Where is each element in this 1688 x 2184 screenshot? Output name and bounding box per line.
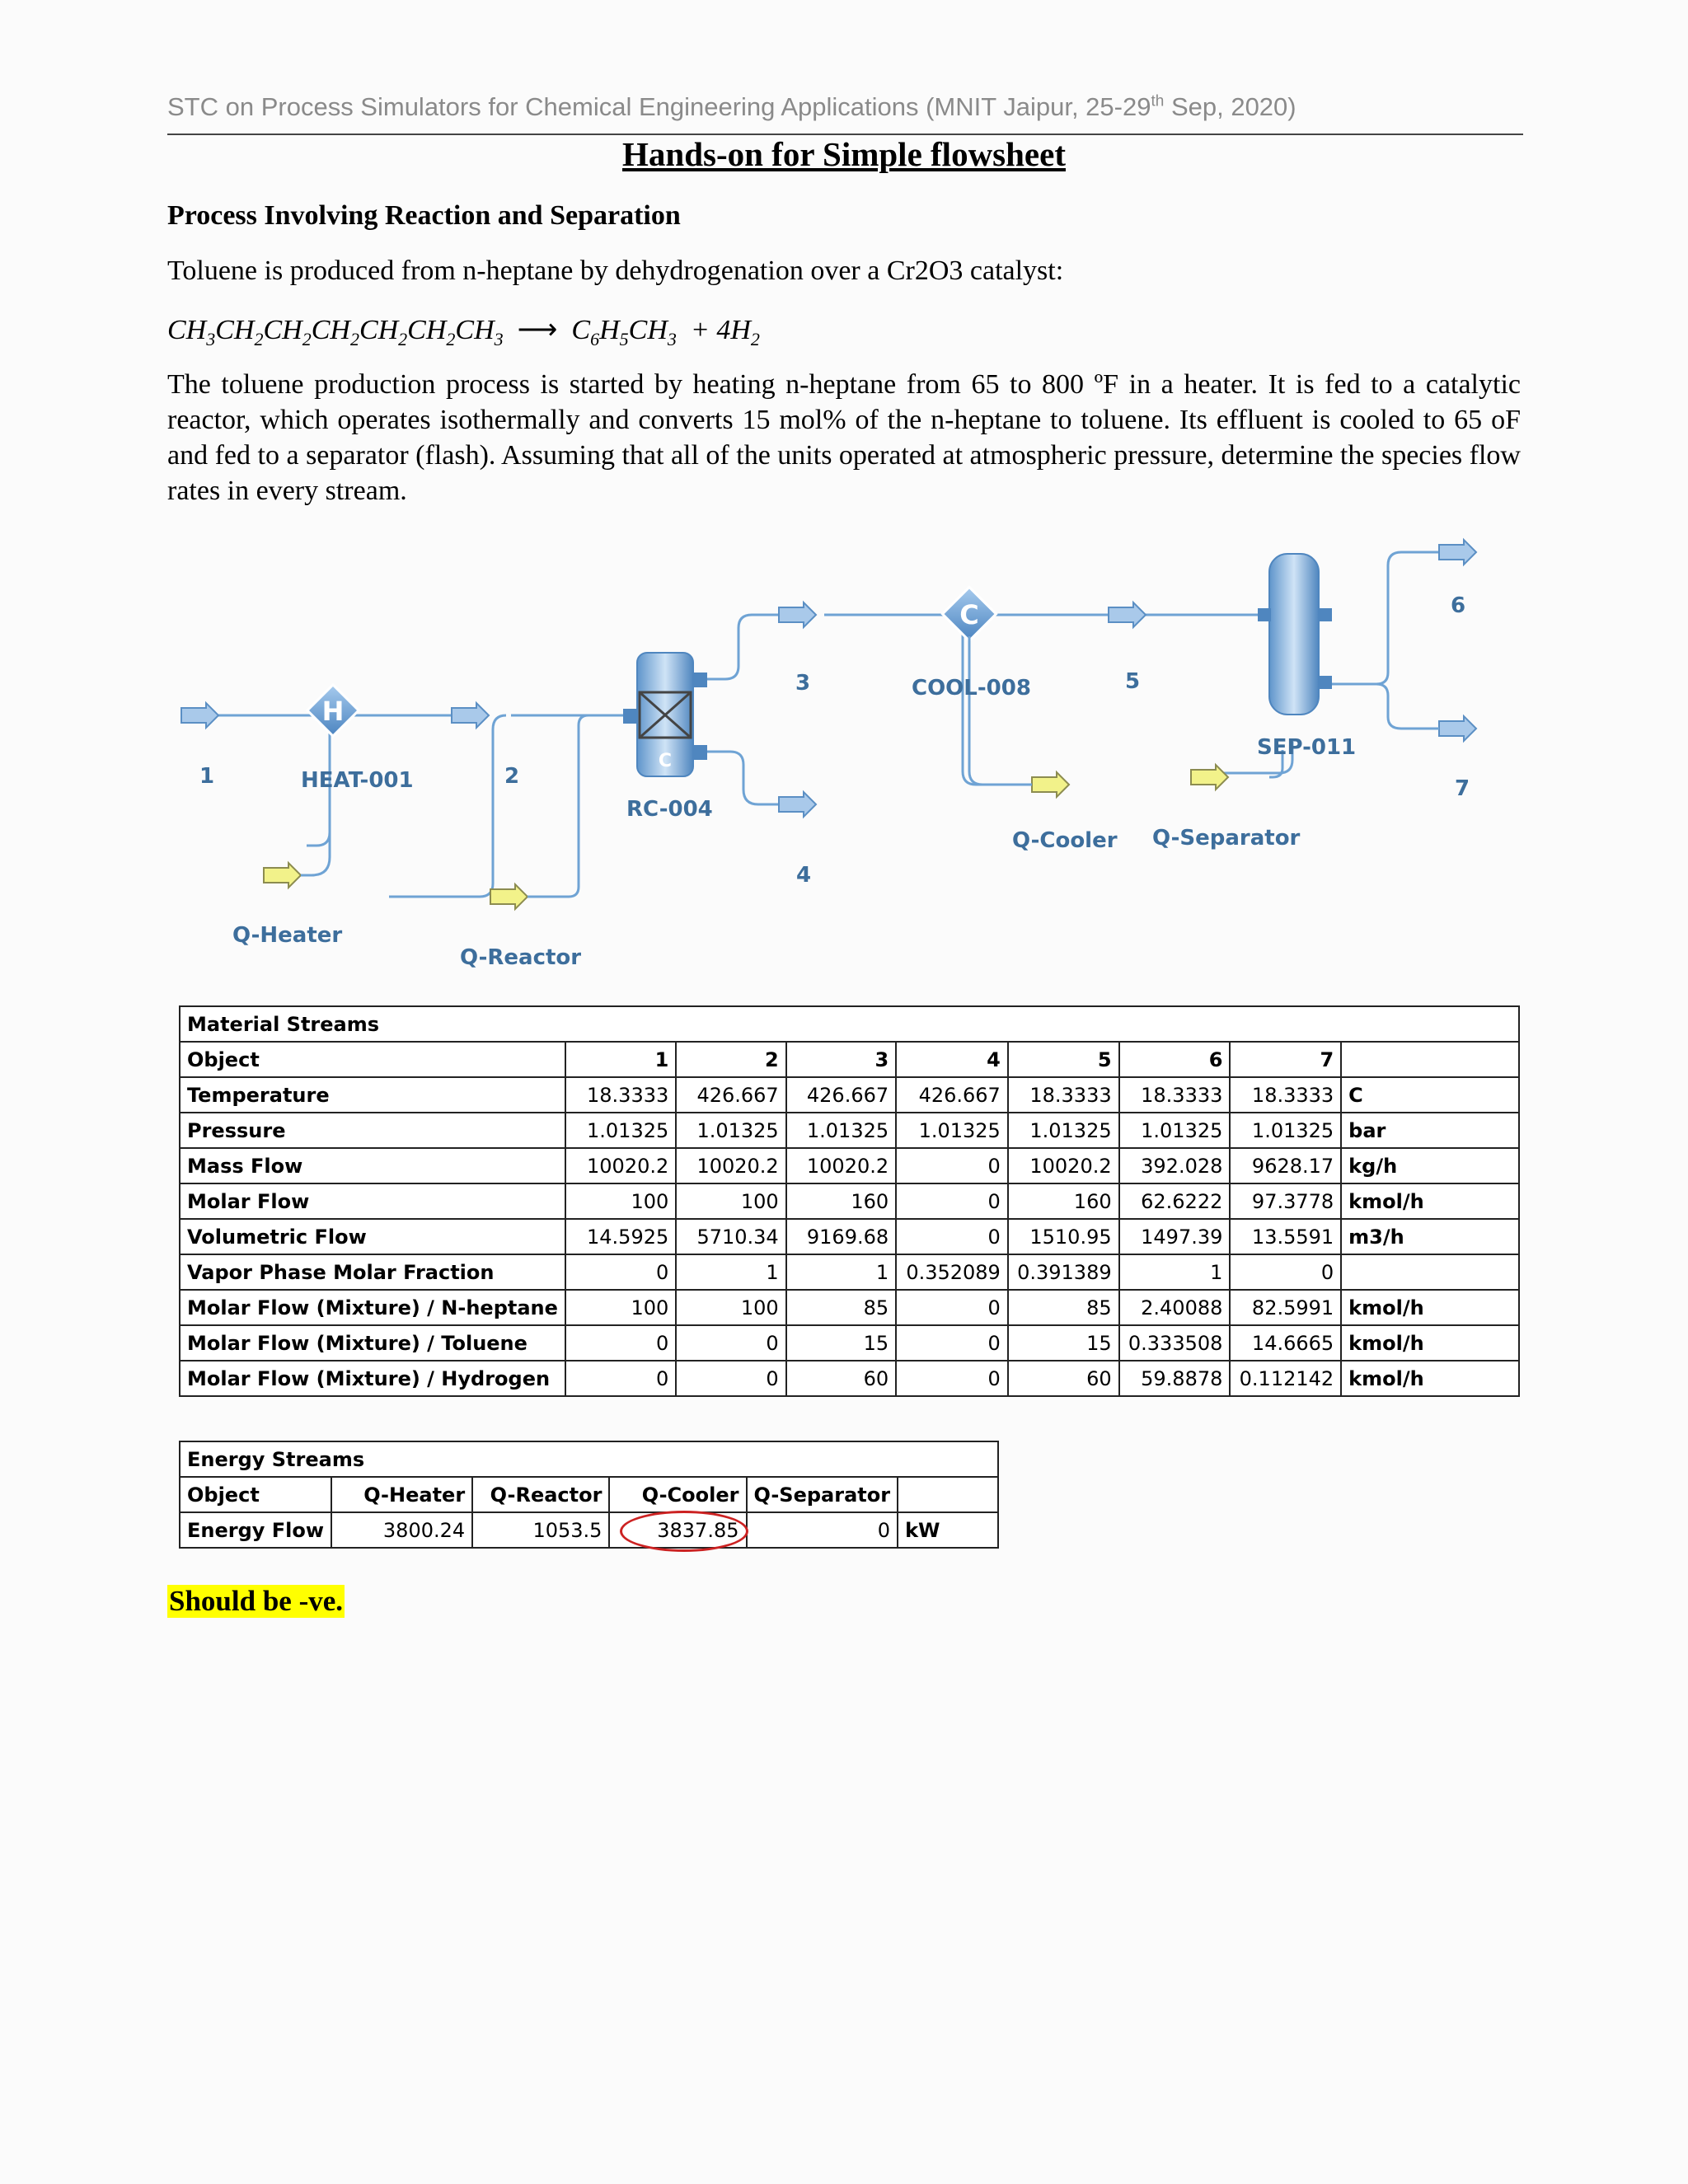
table-cell: 10020.2 [1008, 1148, 1119, 1183]
table-cell: 85 [786, 1290, 896, 1325]
unit-cell: kmol/h [1341, 1290, 1519, 1325]
column-header: 6 [1119, 1042, 1231, 1077]
highlight-circle [620, 1511, 748, 1552]
column-header: Q-Separator [747, 1477, 898, 1512]
row-label: Volumetric Flow [180, 1219, 565, 1254]
table-cell: 18.3333 [1008, 1077, 1119, 1113]
heater-label: HEAT-001 [301, 768, 414, 793]
row-label: Molar Flow (Mixture) / Toluene [180, 1325, 565, 1361]
table-cell: 0 [676, 1325, 785, 1361]
table-cell: 0 [896, 1361, 1008, 1396]
table-cell: 1.01325 [1119, 1113, 1231, 1148]
table-header-row: Object 1 2 3 4 5 6 7 [180, 1042, 1519, 1077]
table-row [180, 1113, 1519, 1148]
table-cell: 1 [676, 1254, 785, 1290]
problem-statement: The toluene production process is started by heating n-heptane from 65 to 800 ºF in a heater. It is fed to a catalytic reactor, which operates isothermally and converts 15 mol% of the n-heptane to toluene. Its effluent is cooled to 65 oF and fed to a separator (flash). Assuming that all of the units operated at atmospheric pressure, determine the species flow rates in every stream. [167, 369, 1521, 506]
intro-text: Toluene is produced from n-heptane by dehydrogenation over a Cr2O3 catalyst: [167, 255, 1064, 286]
stream-2-arrow [452, 703, 489, 728]
row-label: Molar Flow [180, 1183, 565, 1219]
header-text: STC on Process Simulators for Chemical Engineering Applications (MNIT Jaipur, 25-29 [167, 92, 1151, 121]
page-title: Hands-on for Simple flowsheet [622, 135, 1066, 173]
reactor-label: RC-004 [626, 797, 713, 822]
unit-cell: C [1341, 1077, 1519, 1113]
table-cell: 0 [565, 1325, 676, 1361]
table-cell: 0 [565, 1361, 676, 1396]
table-row [180, 1148, 1519, 1183]
table-cell: 9628.17 [1230, 1148, 1341, 1183]
table-cell: 1 [1119, 1254, 1231, 1290]
table-cell: 97.3778 [1230, 1183, 1341, 1219]
table-cell: 1 [786, 1254, 896, 1290]
table-cell: 0 [1230, 1254, 1341, 1290]
table-row [180, 1183, 1519, 1219]
table-cell: 392.028 [1119, 1148, 1231, 1183]
table-cell: 1.01325 [1230, 1113, 1341, 1148]
stream-label-3: 3 [795, 671, 811, 696]
table-row [180, 1077, 1519, 1113]
table-cell: 100 [676, 1290, 785, 1325]
table-cell: 100 [565, 1183, 676, 1219]
stream-label-1: 1 [199, 764, 215, 789]
table-cell: 18.3333 [1119, 1077, 1231, 1113]
table-cell: 5710.34 [676, 1219, 785, 1254]
separator-label: SEP-011 [1257, 735, 1357, 760]
table-cell: 60 [786, 1361, 896, 1396]
table-cell: 62.6222 [1119, 1183, 1231, 1219]
table-cell: 18.3333 [565, 1077, 676, 1113]
row-label: Molar Flow (Mixture) / N-heptane [180, 1290, 565, 1325]
table-cell: 1510.95 [1008, 1219, 1119, 1254]
table-cell: 0 [565, 1254, 676, 1290]
table-cell: 160 [786, 1183, 896, 1219]
stream-label-2: 2 [504, 764, 520, 789]
q-cooler-label: Q-Cooler [1012, 828, 1118, 853]
flowsheet-diagram [165, 527, 1533, 981]
q-reactor-label: Q-Reactor [460, 945, 582, 970]
table-cell: 0.391389 [1008, 1254, 1119, 1290]
table-cell: 100 [676, 1183, 785, 1219]
stream-4-cooler-line [969, 636, 1032, 785]
table-cell: 1.01325 [676, 1113, 785, 1148]
table-row [180, 1254, 1519, 1290]
table-cell: 10020.2 [786, 1148, 896, 1183]
q-reactor-arrow [490, 884, 528, 909]
table-cell: 0 [896, 1148, 1008, 1183]
annotation-note: Should be -ve. [169, 1585, 344, 1617]
table-cell: 0 [896, 1325, 1008, 1361]
separator-unit[interactable] [1258, 554, 1332, 715]
table-cell: 0 [896, 1290, 1008, 1325]
table-cell: 60 [1008, 1361, 1119, 1396]
heater-letter: H [321, 696, 345, 727]
material-streams-table [179, 1005, 1520, 1397]
table-cell: 14.6665 [1230, 1325, 1341, 1361]
header-sup: th [1151, 92, 1165, 110]
stream-4-arrow [779, 792, 816, 817]
page-header [167, 92, 1522, 134]
column-header: 2 [676, 1042, 785, 1077]
cooler-unit[interactable] [942, 587, 996, 640]
q-heater-arrow [264, 863, 301, 888]
table-row [180, 1290, 1519, 1325]
stream-6-arrow [1439, 540, 1476, 565]
table-cell: 1.01325 [786, 1113, 896, 1148]
table-cell: 2.40088 [1119, 1290, 1231, 1325]
energy-flow-row: Energy Flow 3800.24 1053.5 3837.85 0 kW [180, 1512, 998, 1548]
stream-5-arrow [1109, 602, 1146, 627]
q-cooler-value: 3837.85 [609, 1512, 746, 1548]
material-table-title: Material Streams [180, 1006, 1519, 1042]
cooler-label: COOL-008 [912, 676, 1031, 701]
table-cell: 0 [896, 1219, 1008, 1254]
heater-unit[interactable] [307, 685, 359, 736]
stream-1-arrow [181, 703, 218, 728]
table-cell: 160 [1008, 1183, 1119, 1219]
row-label: Temperature [180, 1077, 565, 1113]
table-cell: 0.112142 [1230, 1361, 1341, 1396]
section-heading: Process Involving Reaction and Separation [167, 200, 681, 231]
unit-cell: kmol/h [1341, 1361, 1519, 1396]
unit-cell: kmol/h [1341, 1325, 1519, 1361]
table-cell: 10020.2 [565, 1148, 676, 1183]
table-cell: 1.01325 [1008, 1113, 1119, 1148]
row-label: Mass Flow [180, 1148, 565, 1183]
table-cell: 15 [786, 1325, 896, 1361]
reactor-letter: C [658, 751, 673, 771]
energy-streams-table: Energy Streams Object Q-Heater Q-Reactor Q-Cooler Q-Separator Energy Flow 3800.24 1053.5 3837.85 0 kW [179, 1441, 999, 1549]
reaction-equation: $CH_3CH_2CH_2CH_2CH_2CH_2CH_3$ ⟶ $C_6H_5CH_3 + 4H_2$ [167, 315, 760, 349]
q-heater-line [301, 733, 330, 875]
stream-7-arrow [1439, 716, 1476, 741]
q-separator-label: Q-Separator [1152, 826, 1301, 851]
energy-table-title: Energy Streams [180, 1441, 998, 1477]
table-cell: 426.667 [896, 1077, 1008, 1113]
column-header: Q-Heater [331, 1477, 472, 1512]
table-cell: 15 [1008, 1325, 1119, 1361]
table-cell: 59.8878 [1119, 1361, 1231, 1396]
table-cell: 0 [896, 1183, 1008, 1219]
row-label: Pressure [180, 1113, 565, 1148]
table-cell: 9169.68 [786, 1219, 896, 1254]
q-heater-label: Q-Heater [232, 923, 343, 948]
column-header: 3 [786, 1042, 896, 1077]
stream-label-7: 7 [1455, 776, 1470, 801]
table-cell: 18.3333 [1230, 1077, 1341, 1113]
stream-label-4: 4 [796, 863, 812, 888]
table-cell: 100 [565, 1290, 676, 1325]
header-text-end: Sep, 2020) [1164, 92, 1296, 121]
cooler-letter: C [959, 599, 979, 630]
table-cell: 426.667 [676, 1077, 785, 1113]
row-label: Vapor Phase Molar Fraction [180, 1254, 565, 1290]
q-reactor-line [528, 715, 623, 897]
column-header: 7 [1230, 1042, 1341, 1077]
table-cell: 0 [676, 1361, 785, 1396]
unit-cell: bar [1341, 1113, 1519, 1148]
table-row [180, 1219, 1519, 1254]
table-cell: 82.5991 [1230, 1290, 1341, 1325]
q-cooler-arrow [1032, 772, 1069, 797]
table-cell: 13.5591 [1230, 1219, 1341, 1254]
unit-cell: kmol/h [1341, 1183, 1519, 1219]
table-row [180, 1325, 1519, 1361]
table-cell: 426.667 [786, 1077, 896, 1113]
stream-label-5: 5 [1125, 669, 1141, 694]
table-title-row [180, 1006, 1519, 1042]
table-cell: 1497.39 [1119, 1219, 1231, 1254]
table-cell: 85 [1008, 1290, 1119, 1325]
column-header: Q-Cooler [609, 1477, 746, 1512]
q-separator-arrow [1191, 765, 1228, 790]
column-header: 5 [1008, 1042, 1119, 1077]
stream-7-line [1334, 684, 1439, 729]
column-header: 1 [565, 1042, 676, 1077]
table-cell: 1.01325 [565, 1113, 676, 1148]
unit-cell [1341, 1254, 1519, 1290]
column-header: Q-Reactor [472, 1477, 609, 1512]
table-row [180, 1361, 1519, 1396]
stream-3-arrow [779, 602, 816, 627]
table-cell: 0.352089 [896, 1254, 1008, 1290]
unit-cell: kg/h [1341, 1148, 1519, 1183]
table-cell: 14.5925 [565, 1219, 676, 1254]
table-cell: 0.333508 [1119, 1325, 1231, 1361]
table-cell: 10020.2 [676, 1148, 785, 1183]
stream-label-6: 6 [1451, 593, 1466, 618]
column-header: 4 [896, 1042, 1008, 1077]
unit-cell: m3/h [1341, 1219, 1519, 1254]
row-label: Molar Flow (Mixture) / Hydrogen [180, 1361, 565, 1396]
reactor-unit[interactable] [623, 653, 707, 776]
table-cell: 1.01325 [896, 1113, 1008, 1148]
